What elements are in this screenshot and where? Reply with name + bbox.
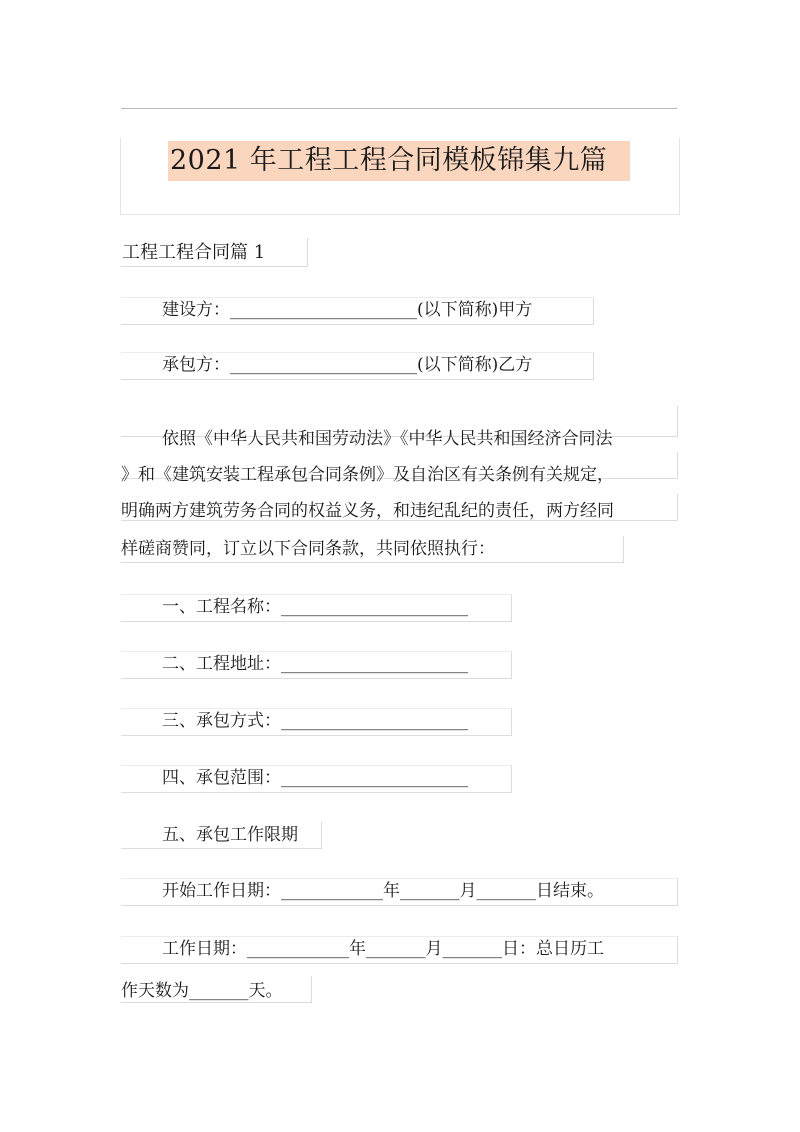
clause-2: 二、工程地址：______________________ bbox=[162, 654, 468, 674]
document-title: 2021 年工程工程合同模板锦集九篇 bbox=[170, 145, 608, 176]
intro-line-4: 样磋商赞同，订立以下合同条款，共同依照执行： bbox=[121, 539, 495, 559]
clause-5: 五、承包工作限期 bbox=[162, 825, 298, 845]
clause-1: 一、工程名称：______________________ bbox=[162, 597, 468, 617]
party-a-line: 建设方：______________________(以下简称)甲方 bbox=[162, 300, 533, 320]
clause-3: 三、承包方式：______________________ bbox=[162, 711, 468, 731]
intro-line-2: 》和《建筑安装工程承包合同条例》及自治区有关条例有关规定， bbox=[121, 465, 614, 485]
clause-4: 四、承包范围：______________________ bbox=[162, 768, 468, 788]
start-date-line: 开始工作日期：____________年_______月_______日结束。 bbox=[162, 881, 604, 901]
work-dates-line-1: 工作日期：____________年_______月_______日：总日历工 bbox=[162, 939, 604, 959]
top-rule bbox=[121, 108, 677, 109]
party-b-line: 承包方：______________________(以下简称)乙方 bbox=[162, 355, 533, 375]
section-heading: 工程工程合同篇 1 bbox=[122, 242, 266, 263]
intro-line-3: 明确两方建筑劳务合同的权益义务，和违纪乱纪的责任，两方经同 bbox=[121, 501, 614, 521]
work-dates-line-2: 作天数为_______天。 bbox=[121, 981, 283, 1001]
intro-line-1: 依照《中华人民共和国劳动法》《中华人民共和国经济合同法 bbox=[162, 429, 613, 449]
